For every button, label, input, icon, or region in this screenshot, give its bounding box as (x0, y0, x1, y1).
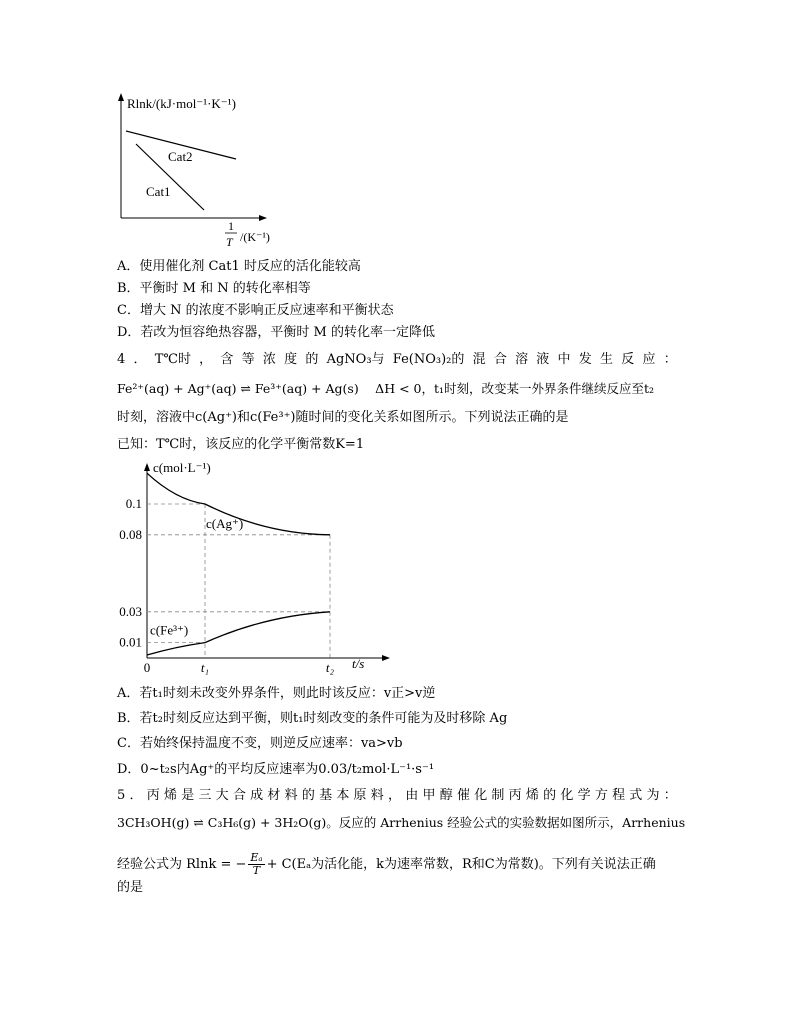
q4-char: 合 (493, 352, 507, 367)
q4-char: 溶 (515, 352, 529, 367)
y-tick-label: 0.03 (119, 603, 142, 619)
y-tick-label: 0.08 (119, 526, 142, 542)
q5-char: 化 (560, 788, 574, 803)
q5-char: 成 (250, 788, 264, 803)
q4-char: 浓 (262, 352, 276, 367)
q5-char: 本 (336, 788, 350, 803)
q4-char: 含 (220, 352, 234, 367)
q3-option-c: C．增大 N 的浓度不影响正反应速率和平衡状态 (117, 303, 394, 318)
q5-formula-line (117, 852, 656, 877)
q5-char: 程 (612, 788, 626, 803)
q4-stem-line3: 时刻，溶液中c(Ag⁺)和c(Fe³⁺)随时间的变化关系如图所示。下列说法正确的是 (117, 410, 569, 425)
q5-char: 方 (594, 788, 608, 803)
q5-formula-fraction (248, 852, 264, 877)
q5-char: 丙 (146, 788, 160, 803)
q4-char: 度 (284, 352, 298, 367)
cat1-label: Cat1 (146, 184, 171, 199)
q4-char: Fe(NO₃)₂的 (392, 352, 465, 367)
q4-equation: Fe²⁺(aq) + Ag⁺(aq) ⇌ Fe³⁺(aq) + Ag(s) ΔH < 0，t₁时刻，改变某一外界条件继续反应至t₂ (117, 381, 655, 396)
x-tick-label: t₂ (325, 660, 335, 675)
q5-char: 由 (405, 788, 419, 803)
q5-char: ： (663, 788, 677, 803)
q4-char: T℃时 (154, 352, 191, 367)
q5-char: 原 (353, 788, 367, 803)
y-tick-label: 0.1 (125, 496, 142, 511)
q5-char: 催 (456, 788, 470, 803)
q5-char: 的 (543, 788, 557, 803)
q4-known: 已知：T℃时，该反应的化学平衡常数K=1 (117, 437, 365, 452)
q5-char: 制 (491, 788, 505, 803)
q5-char: 醇 (439, 788, 453, 803)
q4-char: ． (133, 352, 147, 367)
x-tick-label: t₁ (200, 660, 210, 675)
q5-char: 式 (629, 788, 643, 803)
q5-char: 为 (646, 788, 660, 803)
q4-char: 发 (578, 352, 592, 367)
q5-char: 烯 (163, 788, 177, 803)
x-axis-arrow (382, 655, 390, 661)
q5-char: 料 (284, 788, 298, 803)
q5-char: 5 (117, 788, 126, 803)
q5-char: 材 (267, 788, 281, 803)
q5-char: 烯 (525, 788, 539, 803)
q3-option-b: B．平衡时 M 和 N 的转化率相等 (117, 281, 311, 296)
q5-formula-b: + C(Eₐ为活化能，k为速率常数，R和C为常数)。下列有关说法正确 (266, 856, 656, 872)
q4-option-c: C．若始终保持温度不变，则逆反应速率：va>vb (117, 736, 403, 751)
fraction-num: Eₐ (250, 851, 263, 864)
q5-char: 大 (215, 788, 229, 803)
q4-char: 4 (117, 352, 126, 367)
q5-char: ， (388, 788, 402, 803)
fraction-den: T (252, 864, 261, 877)
cat2-label: Cat2 (168, 149, 193, 164)
q4-option-d: D．0~t₂s内Ag⁺的平均反应速率为0.03/t₂mol·L⁻¹·s⁻¹ (117, 762, 435, 777)
q4-char: ： (663, 352, 677, 367)
q5-char: 合 (232, 788, 246, 803)
chart2-ylabel: c(mol·L⁻¹) (153, 460, 211, 475)
chart1-ylabel: Rlnk/(kJ·mol⁻¹·K⁻¹) (127, 96, 236, 111)
q4-char: 中 (557, 352, 571, 367)
q5-char: 三 (198, 788, 212, 803)
q5-char: 甲 (422, 788, 436, 803)
q5-stem-line4: 的是 (117, 880, 144, 895)
chart2-xlabel: t/s (352, 656, 365, 671)
chart1-xlabel-num: 1 (228, 219, 234, 233)
q3-option-a: A．使用催化剂 Cat1 时反应的活化能较高 (117, 259, 361, 274)
q4-char: 等 (241, 352, 255, 367)
q5-char: 料 (370, 788, 384, 803)
q5-stem-line1 (117, 787, 677, 805)
q4-char: 应 (642, 352, 656, 367)
q4-char: ， (199, 352, 213, 367)
q4-char: 的 (305, 352, 319, 367)
q5-char: 丙 (508, 788, 522, 803)
q5-char: 学 (577, 788, 591, 803)
q4-char: 混 (472, 352, 486, 367)
q3-option-d: D．若改为恒容绝热容器，平衡时 M 的转化率一定降低 (117, 325, 435, 340)
q4-char: 液 (536, 352, 550, 367)
fe-series-label: c(Fe³⁺) (150, 622, 189, 638)
x-tick-label: 0 (143, 660, 151, 675)
q5-char: 基 (319, 788, 333, 803)
q4-char: 生 (600, 352, 614, 367)
q5-formula-a: 经验公式为 Rlnk = − (117, 856, 247, 872)
ag-series-label: c(Ag⁺) (206, 516, 244, 531)
q5-char: ． (129, 788, 143, 803)
y-tick-label: 0.01 (119, 634, 142, 650)
chart1-xlabel-den: T (226, 235, 233, 249)
y-axis-arrow (144, 463, 150, 471)
q4-char: AgNO₃与 (326, 352, 385, 367)
chart1-xlabel-unit: /(K⁻¹) (240, 230, 270, 244)
q5-equation: 3CH₃OH(g) ⇌ C₃H₆(g) + 3H₂O(g)。反应的 Arrhenius 经验公式的实验数据如图所示，Arrhenius (117, 815, 686, 830)
q4-char: 反 (621, 352, 635, 367)
q5-char: 是 (181, 788, 195, 803)
q5-char: 的 (301, 788, 315, 803)
q4-option-a: A．若t₁时刻未改变外界条件，则此时该反应：v正>v逆 (117, 686, 436, 701)
q4-option-b: B．若t₂时刻反应达到平衡，则t₁时刻改变的条件可能为及时移除 Ag (117, 711, 508, 726)
q5-char: 化 (474, 788, 488, 803)
